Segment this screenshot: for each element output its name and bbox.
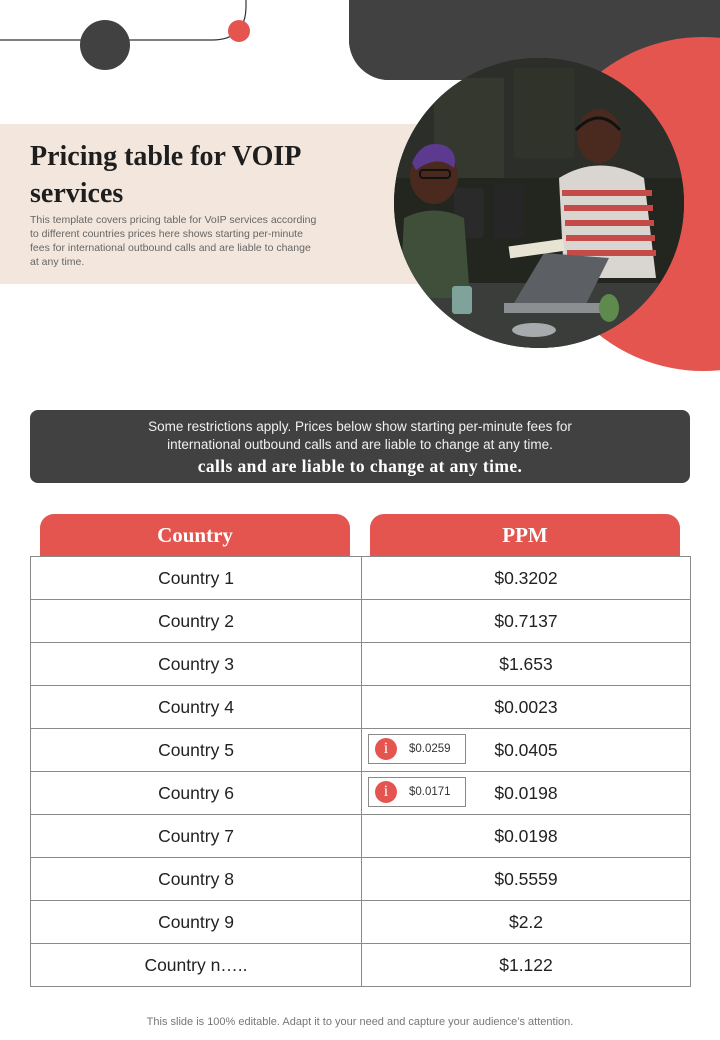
column-header-country: Country xyxy=(40,514,350,556)
restrictions-banner xyxy=(30,410,690,483)
country-cell: Country 9 xyxy=(31,901,362,944)
ppm-cell: $0.3202 xyxy=(362,557,691,600)
ppm-cell xyxy=(362,729,691,772)
table-row xyxy=(31,858,691,901)
ppm-cell: $1.653 xyxy=(362,643,691,686)
country-cell: Country 5 xyxy=(31,729,362,772)
country-cell: Country 8 xyxy=(31,858,362,901)
ppm-value: $0.0405 xyxy=(494,739,558,760)
info-icon: i xyxy=(375,781,397,803)
ppm-cell: $0.7137 xyxy=(362,600,691,643)
note-value: $0.0171 xyxy=(409,786,451,798)
note-value: $0.0259 xyxy=(409,743,451,755)
country-cell: Country 2 xyxy=(31,600,362,643)
page-title: Pricing table for VOIP services xyxy=(30,141,300,209)
decorative-red-dot xyxy=(228,20,250,42)
decorative-line xyxy=(0,0,260,50)
page-description: This template covers pricing table for VoIP services according to different countries prices here shows starting per-minute fees for international outbound calls and are liable to change at any time. xyxy=(30,214,317,268)
info-icon: i xyxy=(375,738,397,760)
team-photo xyxy=(394,58,684,348)
price-note xyxy=(368,734,466,764)
pricing-table xyxy=(30,556,691,987)
ppm-cell xyxy=(362,772,691,815)
table-row xyxy=(31,815,691,858)
table-row xyxy=(31,643,691,686)
country-cell: Country 1 xyxy=(31,557,362,600)
price-note xyxy=(368,777,466,807)
table-row xyxy=(31,944,691,987)
ppm-cell: $0.0023 xyxy=(362,686,691,729)
table-row xyxy=(31,901,691,944)
ppm-cell: $1.122 xyxy=(362,944,691,987)
country-cell: Country 6 xyxy=(31,772,362,815)
column-header-ppm: PPM xyxy=(370,514,680,556)
table-row xyxy=(31,557,691,600)
banner-line-1: Some restrictions apply. Prices below show starting per-minute fees for xyxy=(148,419,572,434)
country-cell: Country 4 xyxy=(31,686,362,729)
country-cell: Country 7 xyxy=(31,815,362,858)
banner-bold-line: calls and are liable to change at any time. xyxy=(197,456,523,476)
table-row xyxy=(31,729,691,772)
ppm-value: $0.0198 xyxy=(494,782,558,803)
decorative-dark-dot xyxy=(80,20,130,70)
team-photo-illustration xyxy=(394,58,684,348)
ppm-cell: $2.2 xyxy=(362,901,691,944)
ppm-cell: $0.5559 xyxy=(362,858,691,901)
banner-line-2: international outbound calls and are liable to change at any time. xyxy=(167,437,553,452)
footer-note: This slide is 100% editable. Adapt it to your need and capture your audience’s attention. xyxy=(146,1016,574,1028)
table-row xyxy=(31,600,691,643)
table-row xyxy=(31,772,691,815)
country-cell: Country n….. xyxy=(31,944,362,987)
table-row xyxy=(31,686,691,729)
ppm-cell: $0.0198 xyxy=(362,815,691,858)
country-cell: Country 3 xyxy=(31,643,362,686)
